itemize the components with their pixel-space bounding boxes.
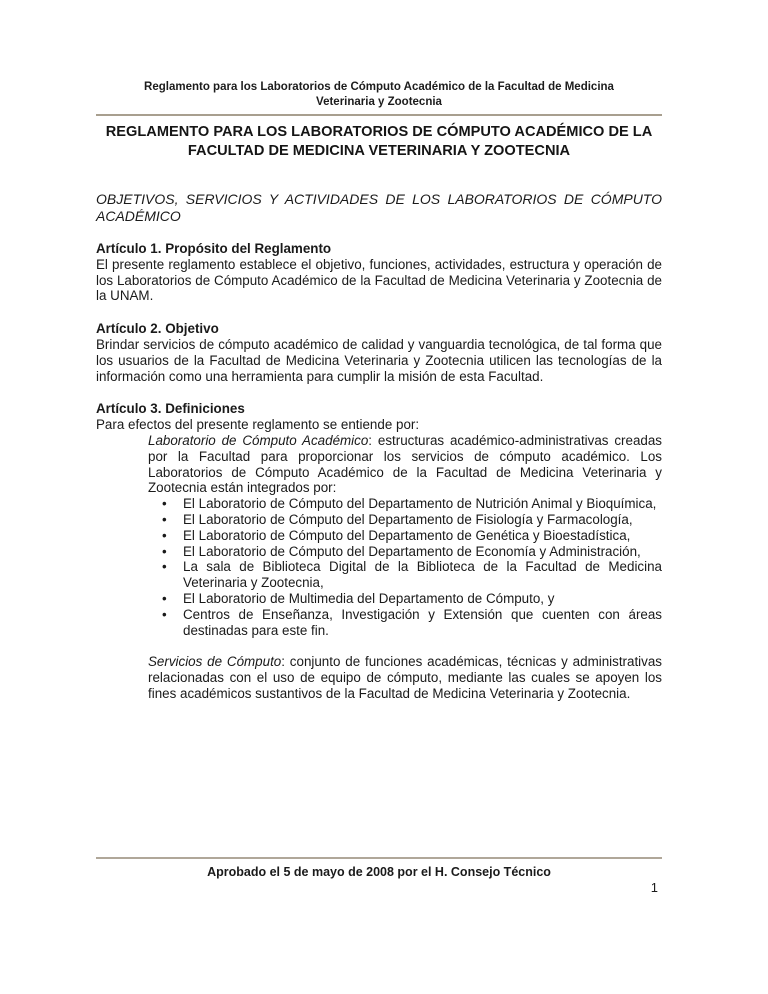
list-item: • El Laboratorio de Cómputo del Departamento de Nutrición Animal y Bioquímica, bbox=[183, 496, 662, 512]
article-2-heading: Artículo 2. Objetivo bbox=[96, 321, 219, 337]
laboratory-list bbox=[96, 496, 662, 638]
list-item: • El Laboratorio de Cómputo del Departamento de Fisiología y Farmacología, bbox=[183, 512, 662, 528]
list-item: • Centros de Enseñanza, Investigación y Extensión que cuenten con áreas destinadas para este fin. bbox=[183, 607, 662, 639]
running-header-line2: Veterinaria y Zootecnia bbox=[316, 95, 442, 108]
definition-laboratorio-text: : estructuras académico-administrativas creadas por la Facultad para proporcionar los servicios de cómputo académico. Los Laboratorios de Cómputo Académico de la Facultad de Medicina Veterinaria y Zootecnia están integrados por: bbox=[148, 432, 662, 496]
article-1-heading: Artículo 1. Propósito del Reglamento bbox=[96, 241, 332, 256]
definition-laboratorio-term: Laboratorio de Cómputo Académico bbox=[148, 432, 369, 448]
running-header-line1: Reglamento para los Laboratorios de Cómputo Académico de la Facultad de Medicina bbox=[144, 81, 614, 93]
article-3 bbox=[96, 401, 662, 701]
article-1-body: El presente reglamento establece el objetivo, funciones, actividades, estructura y operación de los Laboratorios de Cómputo Académico de la Facultad de Medicina Veterinaria y Zootecnia de la UNAM. bbox=[96, 256, 662, 304]
document-title: REGLAMENTO PARA LOS LABORATORIOS DE CÓMPUTO ACADÉMICO DE LA FACULTAD DE MEDICINA VETERINARIA Y ZOOTECNIA bbox=[105, 124, 653, 159]
article-1 bbox=[96, 241, 662, 304]
page-content bbox=[96, 80, 662, 702]
footer-approval-text: Aprobado el 5 de mayo de 2008 por el H. Consejo Técnico bbox=[207, 865, 551, 879]
list-item: • El Laboratorio de Multimedia del Departamento de Cómputo, y bbox=[183, 591, 662, 607]
definition-servicios-term: Servicios de Cómputo bbox=[148, 654, 282, 670]
list-item: • El Laboratorio de Cómputo del Departamento de Genética y Bioestadística, bbox=[183, 528, 662, 544]
footer-divider bbox=[96, 857, 662, 859]
running-header bbox=[96, 80, 662, 109]
list-item: • La sala de Biblioteca Digital de la Biblioteca de la Facultad de Medicina Veterinaria y Zootecnia, bbox=[183, 559, 662, 591]
definition-servicios bbox=[148, 654, 662, 701]
list-item: • El Laboratorio de Cómputo del Departamento de Economía y Administración, bbox=[183, 544, 662, 560]
definition-servicios-text: : conjunto de funciones académicas, técnicas y administrativas relacionadas con el uso de equipo de cómputo, mediante las cuales se apoyen los fines académicos sustantivos de la Facultad de Medicina Veterinaria y Zootecnia. bbox=[148, 654, 662, 701]
article-2 bbox=[96, 321, 662, 384]
page-number: 1 bbox=[650, 880, 658, 895]
definition-laboratorio bbox=[148, 433, 662, 496]
header-divider bbox=[96, 114, 662, 116]
article-2-body: Brindar servicios de cómputo académico de calidad y vanguardia tecnológica, de tal forma que los usuarios de la Facultad de Medicina Veterinaria y Zootecnia utilicen las tecnologías de la información como una herramienta para cumplir la misión de esta Facultad. bbox=[96, 336, 662, 384]
article-3-heading: Artículo 3. Definiciones bbox=[96, 401, 245, 417]
article-3-intro: Para efectos del presente reglamento se entiende por: bbox=[96, 417, 420, 433]
section-heading: OBJETIVOS, SERVICIOS Y ACTIVIDADES DE LOS LABORATORIOS DE CÓMPUTO ACADÉMICO bbox=[96, 191, 662, 224]
